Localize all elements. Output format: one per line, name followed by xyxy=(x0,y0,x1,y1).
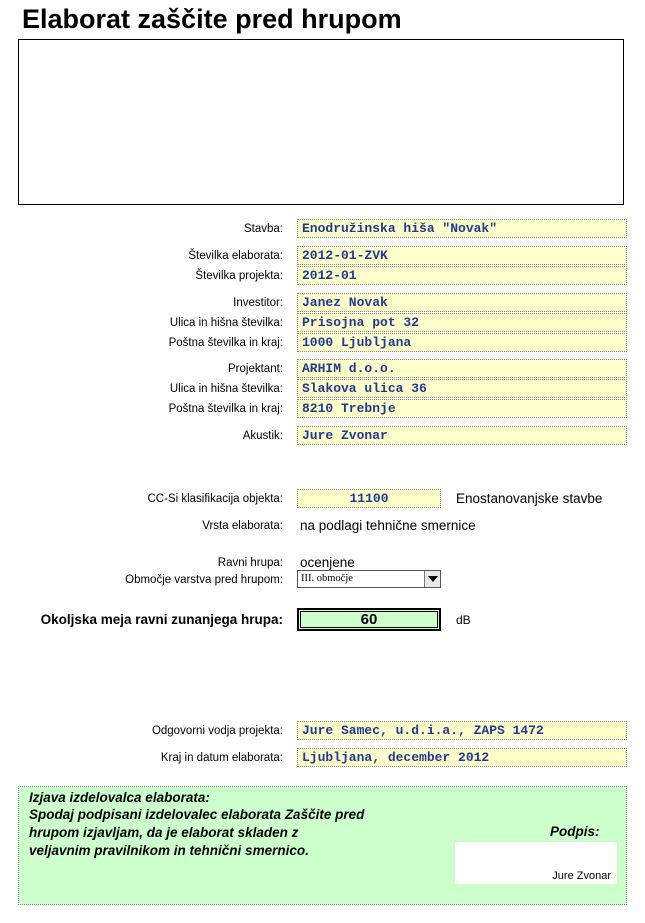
projektant-posta-label: Poštna številka in kraj: xyxy=(168,403,283,415)
dropdown-arrow-icon[interactable] xyxy=(424,571,440,587)
odgovorni-vodja-field[interactable]: Jure Samec, u.d.i.a., ZAPS 1472 xyxy=(297,721,627,740)
projektant-label: Projektant: xyxy=(228,363,283,375)
kraj-datum-label: Kraj in datum elaborata: xyxy=(160,752,283,764)
izjava-line-3: veljavnim pravilnikom in tehnični smernico. xyxy=(29,843,309,858)
investitor-ulica-field[interactable]: Prisojna pot 32 xyxy=(297,313,627,332)
ravni-hrupa-value: ocenjene xyxy=(300,555,355,570)
investitor-posta-label: Poštna številka in kraj: xyxy=(168,337,283,349)
odgovorni-vodja-label: Odgovorni vodja projekta: xyxy=(151,725,283,737)
vrsta-elaborata-value: na podlagi tehnične smernice xyxy=(300,518,476,533)
klasifikacija-description: Enostanovanjske stavbe xyxy=(456,491,603,506)
okoljska-meja-field[interactable]: 60 xyxy=(297,608,441,631)
izjava-box xyxy=(18,786,627,905)
stavba-field[interactable]: Enodružinska hiša "Novak" xyxy=(297,219,627,238)
projektant-field[interactable]: ARHIM d.o.o. xyxy=(297,359,627,378)
investitor-ulica-label: Ulica in hišna številka: xyxy=(169,317,283,329)
stavba-label: Stavba: xyxy=(244,223,283,235)
ravni-hrupa-label: Ravni hrupa: xyxy=(217,557,283,569)
vrsta-elaborata-label: Vrsta elaborata: xyxy=(202,520,283,532)
izjava-line-2: hrupom izjavljam, da je elaborat skladen z xyxy=(29,825,299,840)
signature-box[interactable] xyxy=(455,842,617,884)
izjava-heading: Izjava izdelovalca elaborata: xyxy=(29,790,210,805)
klasifikacija-code-field[interactable]: 11100 xyxy=(297,489,441,508)
page-title: Elaborat zaščite pred hrupom xyxy=(22,4,402,34)
obmocje-selected-value: III. območje xyxy=(301,573,353,584)
projektant-posta-field[interactable]: 8210 Trebnje xyxy=(297,399,627,418)
klasifikacija-label: CC-Si klasifikacija objekta: xyxy=(147,493,283,505)
stevilka-projekta-field[interactable]: 2012-01 xyxy=(297,266,627,285)
stevilka-elaborata-field[interactable]: 2012-01-ZVK xyxy=(297,246,627,265)
investitor-label: Investitor: xyxy=(233,297,283,309)
izjava-line-1: Spodaj podpisani izdelovalec elaborata Zaščite pred xyxy=(29,807,365,822)
okoljska-meja-unit: dB xyxy=(456,613,471,627)
investitor-posta-field[interactable]: 1000 Ljubljana xyxy=(297,333,627,352)
kraj-datum-field[interactable]: Ljubljana, december 2012 xyxy=(297,748,627,767)
okoljska-meja-label: Okoljska meja ravni zunanjega hrupa: xyxy=(40,612,283,627)
obmocje-dropdown[interactable] xyxy=(297,570,441,588)
podpis-label: Podpis: xyxy=(550,824,600,839)
stevilka-projekta-label: Številka projekta: xyxy=(195,270,283,282)
projektant-ulica-field[interactable]: Slakova ulica 36 xyxy=(297,379,627,398)
signer-name: Jure Zvonar xyxy=(552,870,611,882)
stevilka-elaborata-label: Številka elaborata: xyxy=(188,250,283,262)
image-placeholder-box[interactable] xyxy=(18,39,624,205)
obmocje-label: Območje varstva pred hrupom: xyxy=(125,574,283,586)
akustik-label: Akustik: xyxy=(242,430,283,442)
investitor-field[interactable]: Janez Novak xyxy=(297,293,627,312)
akustik-field[interactable]: Jure Zvonar xyxy=(297,426,627,445)
projektant-ulica-label: Ulica in hišna številka: xyxy=(169,383,283,395)
